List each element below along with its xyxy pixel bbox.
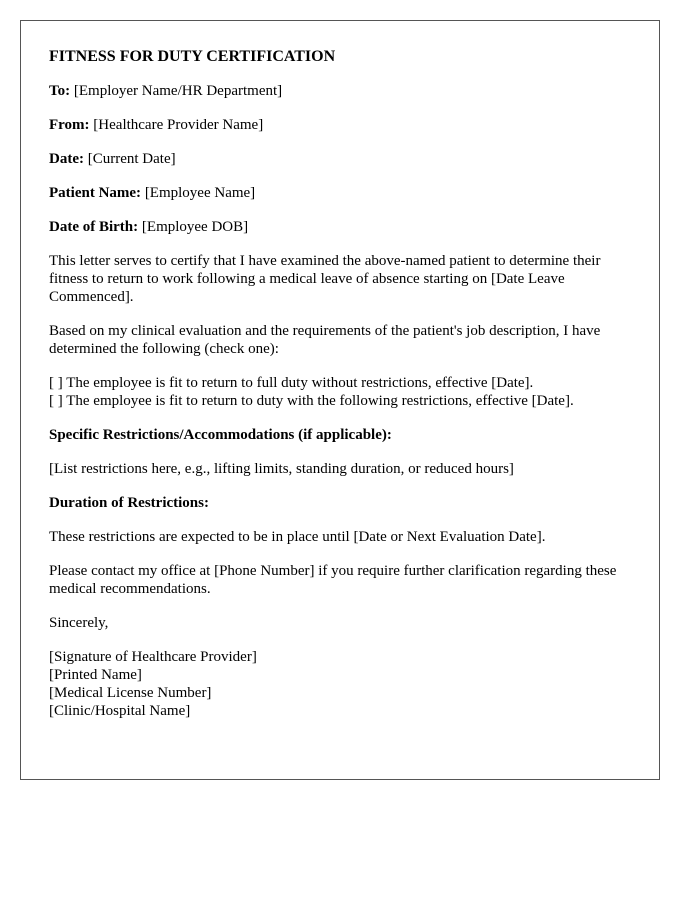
document-title: FITNESS FOR DUTY CERTIFICATION xyxy=(49,48,336,65)
dob-field xyxy=(49,218,631,236)
patient-name-label: Patient Name: xyxy=(49,185,142,201)
signature-line: [Signature of Healthcare Provider] xyxy=(49,649,257,665)
contact-paragraph: Please contact my office at [Phone Number] if you require further clarification regarding these medical recommendations. xyxy=(49,563,617,597)
restrictions-text: [List restrictions here, e.g., lifting limits, standing duration, or reduced hours] xyxy=(49,461,514,477)
evaluation-paragraph: Based on my clinical evaluation and the requirements of the patient's job description, I have determined the following (check one): xyxy=(49,323,601,357)
from-field xyxy=(49,116,631,134)
to-label: To: xyxy=(49,83,71,99)
patient-name-value: [Employee Name] xyxy=(144,185,256,201)
patient-name-field xyxy=(49,184,631,202)
from-label: From: xyxy=(49,117,90,133)
date-value: [Current Date] xyxy=(87,151,176,167)
letter-page xyxy=(20,20,660,780)
from-value: [Healthcare Provider Name] xyxy=(93,117,264,133)
intro-paragraph: This letter serves to certify that I have examined the above-named patient to determine their fitness to return to work following a medical leave of absence starting on [Date Leave Commenced]. xyxy=(49,253,601,305)
duration-text: These restrictions are expected to be in place until [Date or Next Evaluation Date]. xyxy=(49,529,546,545)
dob-value: [Employee DOB] xyxy=(141,219,249,235)
option-list xyxy=(49,374,631,410)
printed-name-line: [Printed Name] xyxy=(49,667,142,683)
closing: Sincerely, xyxy=(49,615,109,631)
signature-block xyxy=(49,648,631,720)
date-label: Date: xyxy=(49,151,84,167)
clinic-name-line: [Clinic/Hospital Name] xyxy=(49,703,191,719)
license-number-line: [Medical License Number] xyxy=(49,685,212,701)
to-field xyxy=(49,82,631,100)
restrictions-heading: Specific Restrictions/Accommodations (if applicable): xyxy=(49,427,392,443)
date-field xyxy=(49,150,631,168)
to-value: [Employer Name/HR Department] xyxy=(73,83,283,99)
dob-label: Date of Birth: xyxy=(49,219,139,235)
option-full-duty: [ ] The employee is fit to return to full duty without restrictions, effective [Date]. xyxy=(49,375,534,391)
duration-heading: Duration of Restrictions: xyxy=(49,495,209,511)
option-restricted-duty: [ ] The employee is fit to return to duty with the following restrictions, effective [Date]. xyxy=(49,393,574,409)
